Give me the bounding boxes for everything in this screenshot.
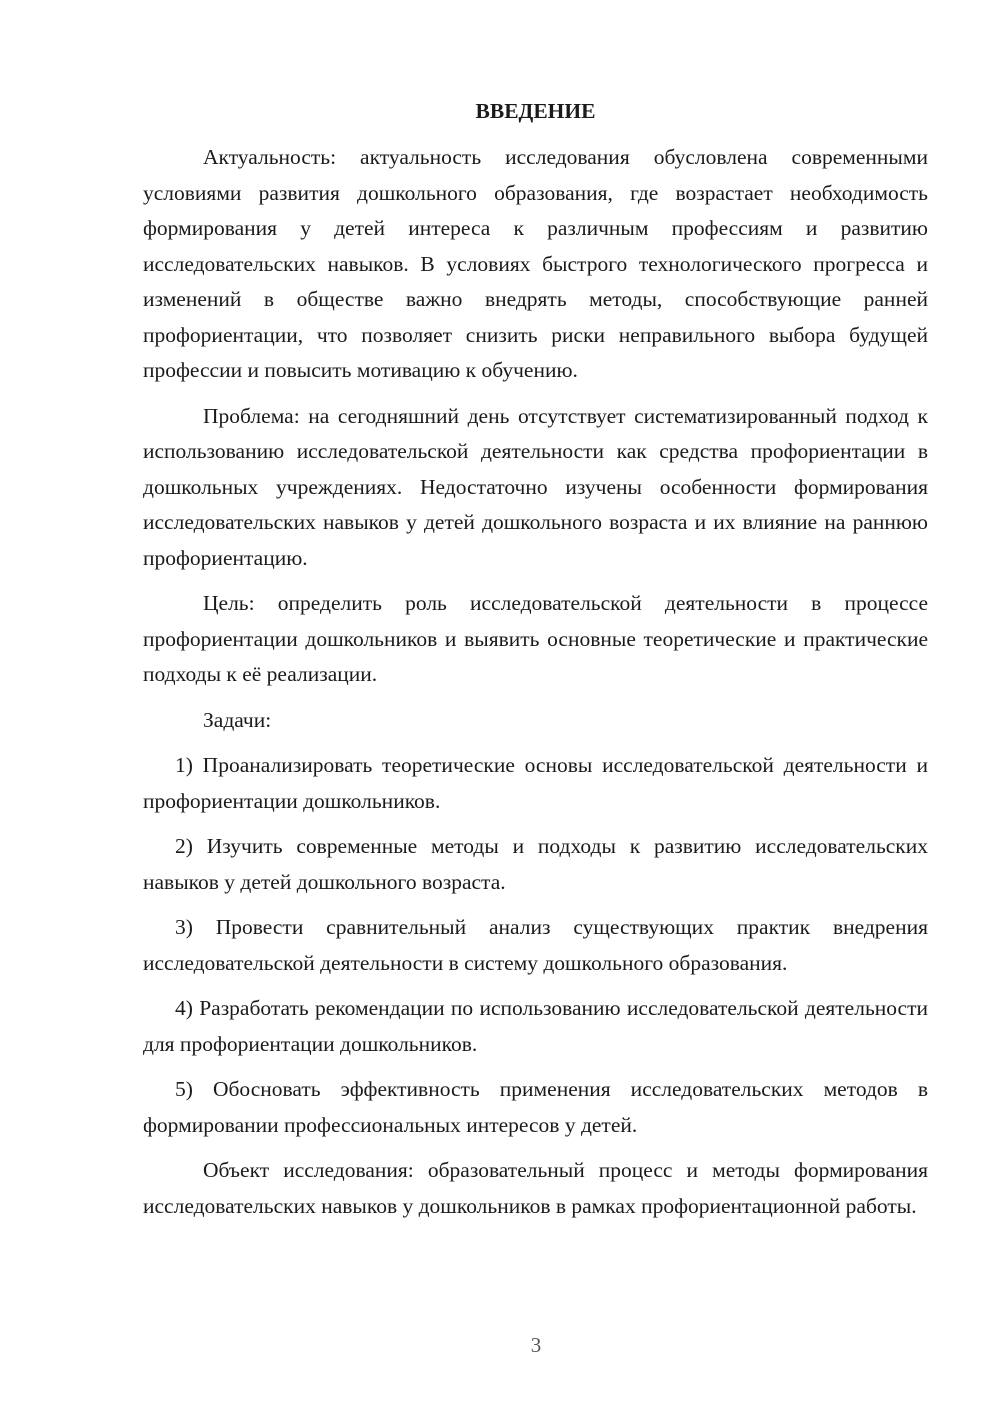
- tasks-heading: Задачи:: [203, 707, 272, 732]
- problem-paragraph: Проблема: на сегодняшний день отсутствует систематизированный подход к использованию исследовательской деятельности как средства профориентации в дошкольных учреждениях. Недостаточно изучены особенности формирования исследовательских навыков у детей дошкольного возраста и их влияние на раннюю профориентацию.: [143, 403, 928, 570]
- page-number: 3: [530, 1333, 542, 1357]
- task-item-3: 3) Провести сравнительный анализ существующих практик внедрения исследовательской деятельности в систему дошкольного образования.: [143, 915, 928, 975]
- object-paragraph: Объект исследования: образовательный процесс и методы формирования исследовательских навыков у дошкольников в рамках профориентационной работы.: [143, 1158, 928, 1218]
- task-item-1: 1) Проанализировать теоретические основы исследовательской деятельности и профориентации дошкольников.: [143, 753, 928, 813]
- relevance-paragraph: Актуальность: актуальность исследования обусловлена современными условиями развития дошкольного образования, где возрастает необходимость формирования у детей интереса к различным профессиям и развитию исследовательских навыков. В условиях быстрого технологического прогресса и изменений в обществе важно внедрять методы, способствующие ранней профориентации, что позволяет снизить риски неправильного выбора будущей профессии и повысить мотивацию к обучению.: [143, 145, 928, 382]
- task-item-2: 2) Изучить современные методы и подходы к развитию исследовательских навыков у детей дошкольного возраста.: [143, 834, 928, 894]
- task-item-4: 4) Разработать рекомендации по использованию исследовательской деятельности для профориентации дошкольников.: [143, 996, 928, 1056]
- page-content: [143, 94, 928, 1224]
- goal-paragraph: Цель: определить роль исследовательской деятельности в процессе профориентации дошкольников и выявить основные теоретические и практические подходы к её реализации.: [143, 591, 928, 686]
- task-item-5: 5) Обосновать эффективность применения исследовательских методов в формировании профессиональных интересов у детей.: [143, 1077, 928, 1137]
- section-title: ВВЕДЕНИЕ: [475, 99, 596, 123]
